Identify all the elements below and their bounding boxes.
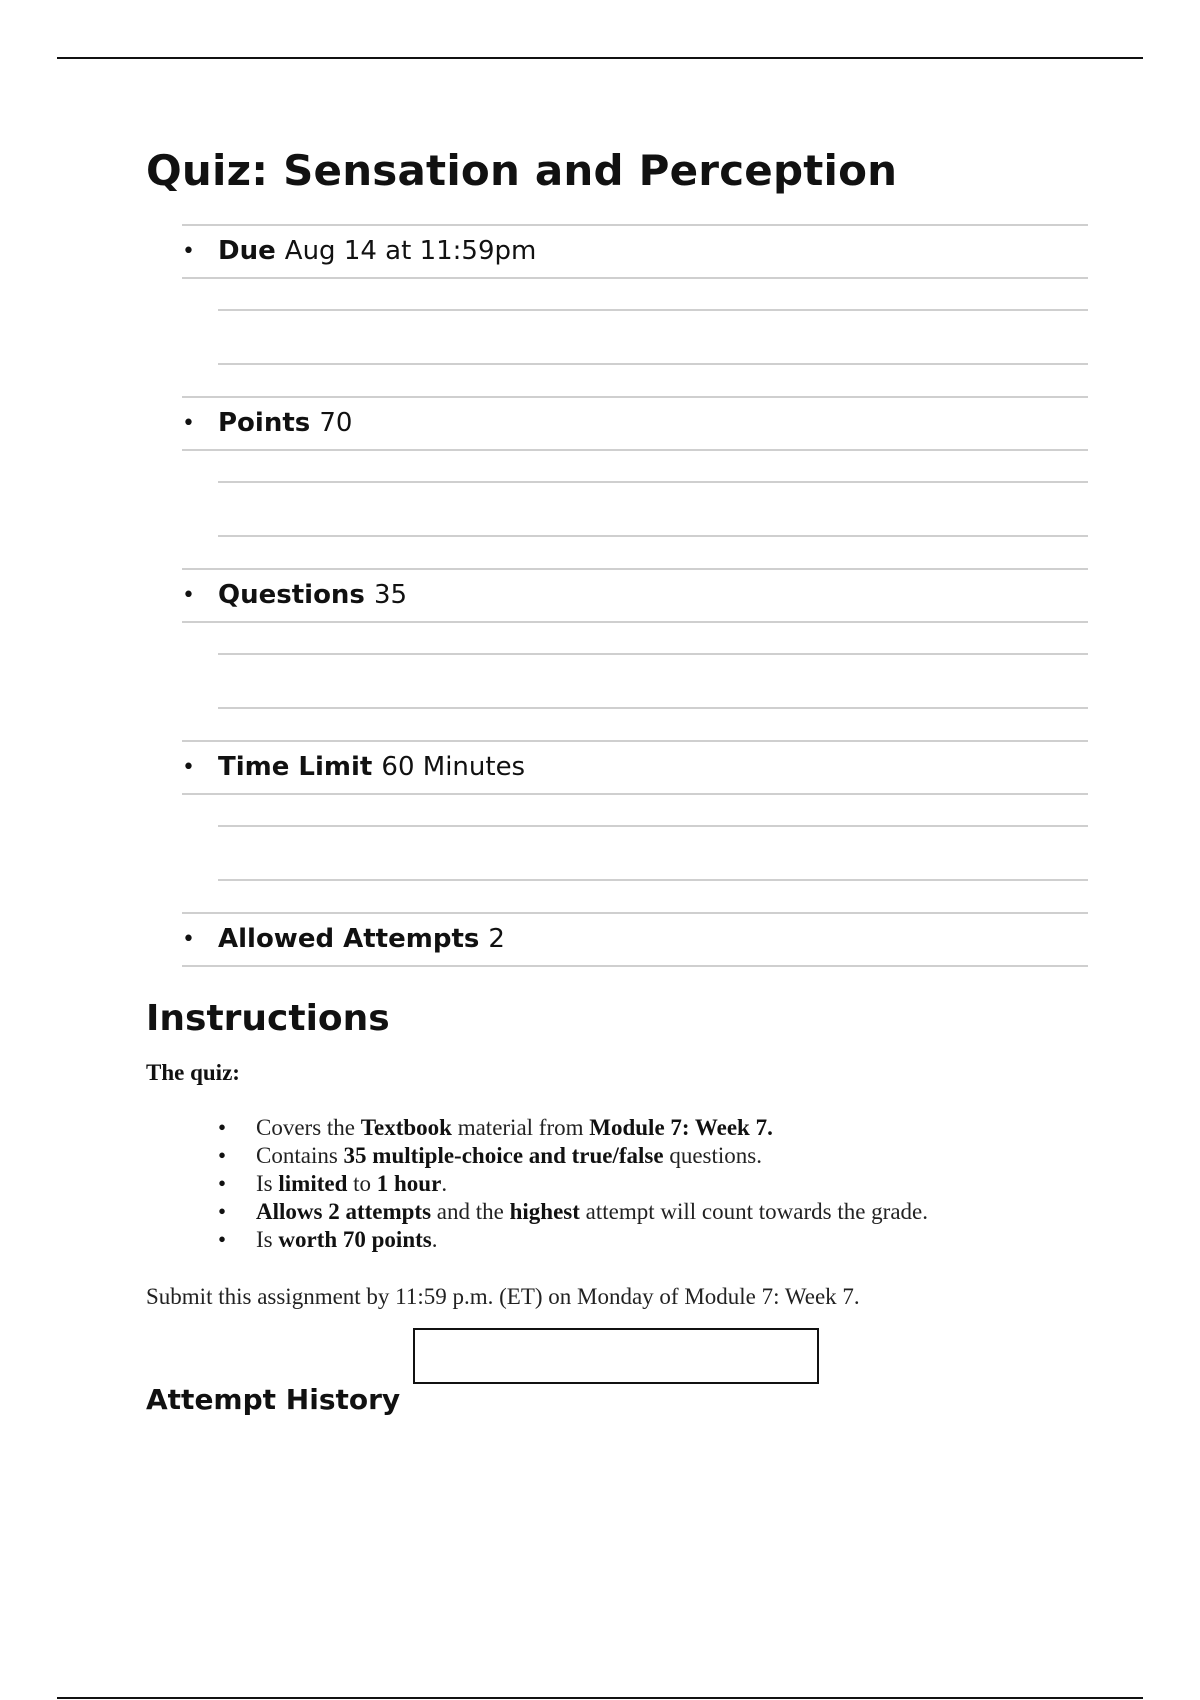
quiz-details-list [182, 224, 1088, 972]
bullet-icon: • [182, 583, 195, 608]
instruction-text: material from [451, 1115, 590, 1140]
instruction-text: to [347, 1171, 377, 1196]
quiz-intro: The quiz: [146, 1060, 240, 1085]
attempt-history-box [413, 1328, 819, 1384]
bullet-icon: • [182, 927, 195, 952]
instruction-text: Covers the [256, 1115, 361, 1140]
detail-row [182, 568, 1088, 623]
detail-value: Aug 14 at 11:59pm [284, 236, 537, 266]
instruction-text: and the [431, 1199, 510, 1224]
instruction-item [218, 1170, 928, 1198]
instruction-item [218, 1142, 928, 1170]
instruction-text: Is [256, 1227, 279, 1252]
bullet-icon: • [182, 411, 195, 436]
detail-time-limit [182, 740, 1088, 912]
detail-divider-lines [218, 481, 1088, 537]
detail-label: Allowed Attempts [218, 924, 480, 954]
detail-value: 70 [319, 408, 353, 438]
bullet-icon: • [182, 239, 195, 264]
instruction-emphasis: Allows 2 attempts [256, 1199, 432, 1224]
detail-points [182, 396, 1088, 568]
instruction-emphasis: 1 hour [376, 1171, 442, 1196]
instructions-heading: Instructions [146, 998, 390, 1039]
detail-divider-lines [218, 825, 1088, 881]
detail-allowed-attempts [182, 912, 1088, 972]
detail-label: Time Limit [218, 752, 373, 782]
detail-row [182, 396, 1088, 451]
detail-divider-lines [218, 309, 1088, 365]
instruction-text: Is [256, 1171, 279, 1196]
instruction-item [218, 1198, 928, 1226]
instruction-item [218, 1226, 928, 1254]
top-divider [57, 57, 1143, 59]
instruction-emphasis: limited [278, 1171, 348, 1196]
instruction-text: questions. [663, 1143, 762, 1168]
instructions-list [218, 1114, 928, 1254]
detail-due [182, 224, 1088, 396]
page-title: Quiz: Sensation and Perception [146, 146, 898, 195]
detail-questions [182, 568, 1088, 740]
detail-divider-lines [218, 653, 1088, 709]
attempt-history-heading: Attempt History [146, 1383, 401, 1416]
instruction-emphasis: 35 multiple-choice and true/false [343, 1143, 664, 1168]
submit-note: Submit this assignment by 11:59 p.m. (ET) on Monday of Module 7: Week 7. [146, 1284, 860, 1309]
detail-label: Points [218, 408, 311, 438]
detail-label: Questions [218, 580, 365, 610]
detail-row [182, 740, 1088, 795]
bottom-divider [57, 1697, 1143, 1699]
instruction-emphasis: Textbook [360, 1115, 452, 1140]
instruction-text: Contains [256, 1143, 344, 1168]
detail-value: 60 Minutes [381, 752, 526, 782]
instruction-text: . [441, 1171, 448, 1196]
detail-row [182, 224, 1088, 279]
instruction-emphasis: worth 70 points [278, 1227, 432, 1252]
detail-value: 35 [373, 580, 408, 610]
detail-value: 2 [488, 924, 505, 954]
bullet-icon: • [182, 755, 195, 780]
instruction-text: attempt will count towards the grade. [579, 1199, 929, 1224]
instruction-text: . [431, 1227, 438, 1252]
instruction-item [218, 1114, 928, 1142]
detail-row [182, 912, 1088, 967]
instruction-emphasis: Module 7: Week 7. [589, 1115, 773, 1140]
detail-label: Due [218, 236, 276, 266]
instruction-emphasis: highest [509, 1199, 580, 1224]
